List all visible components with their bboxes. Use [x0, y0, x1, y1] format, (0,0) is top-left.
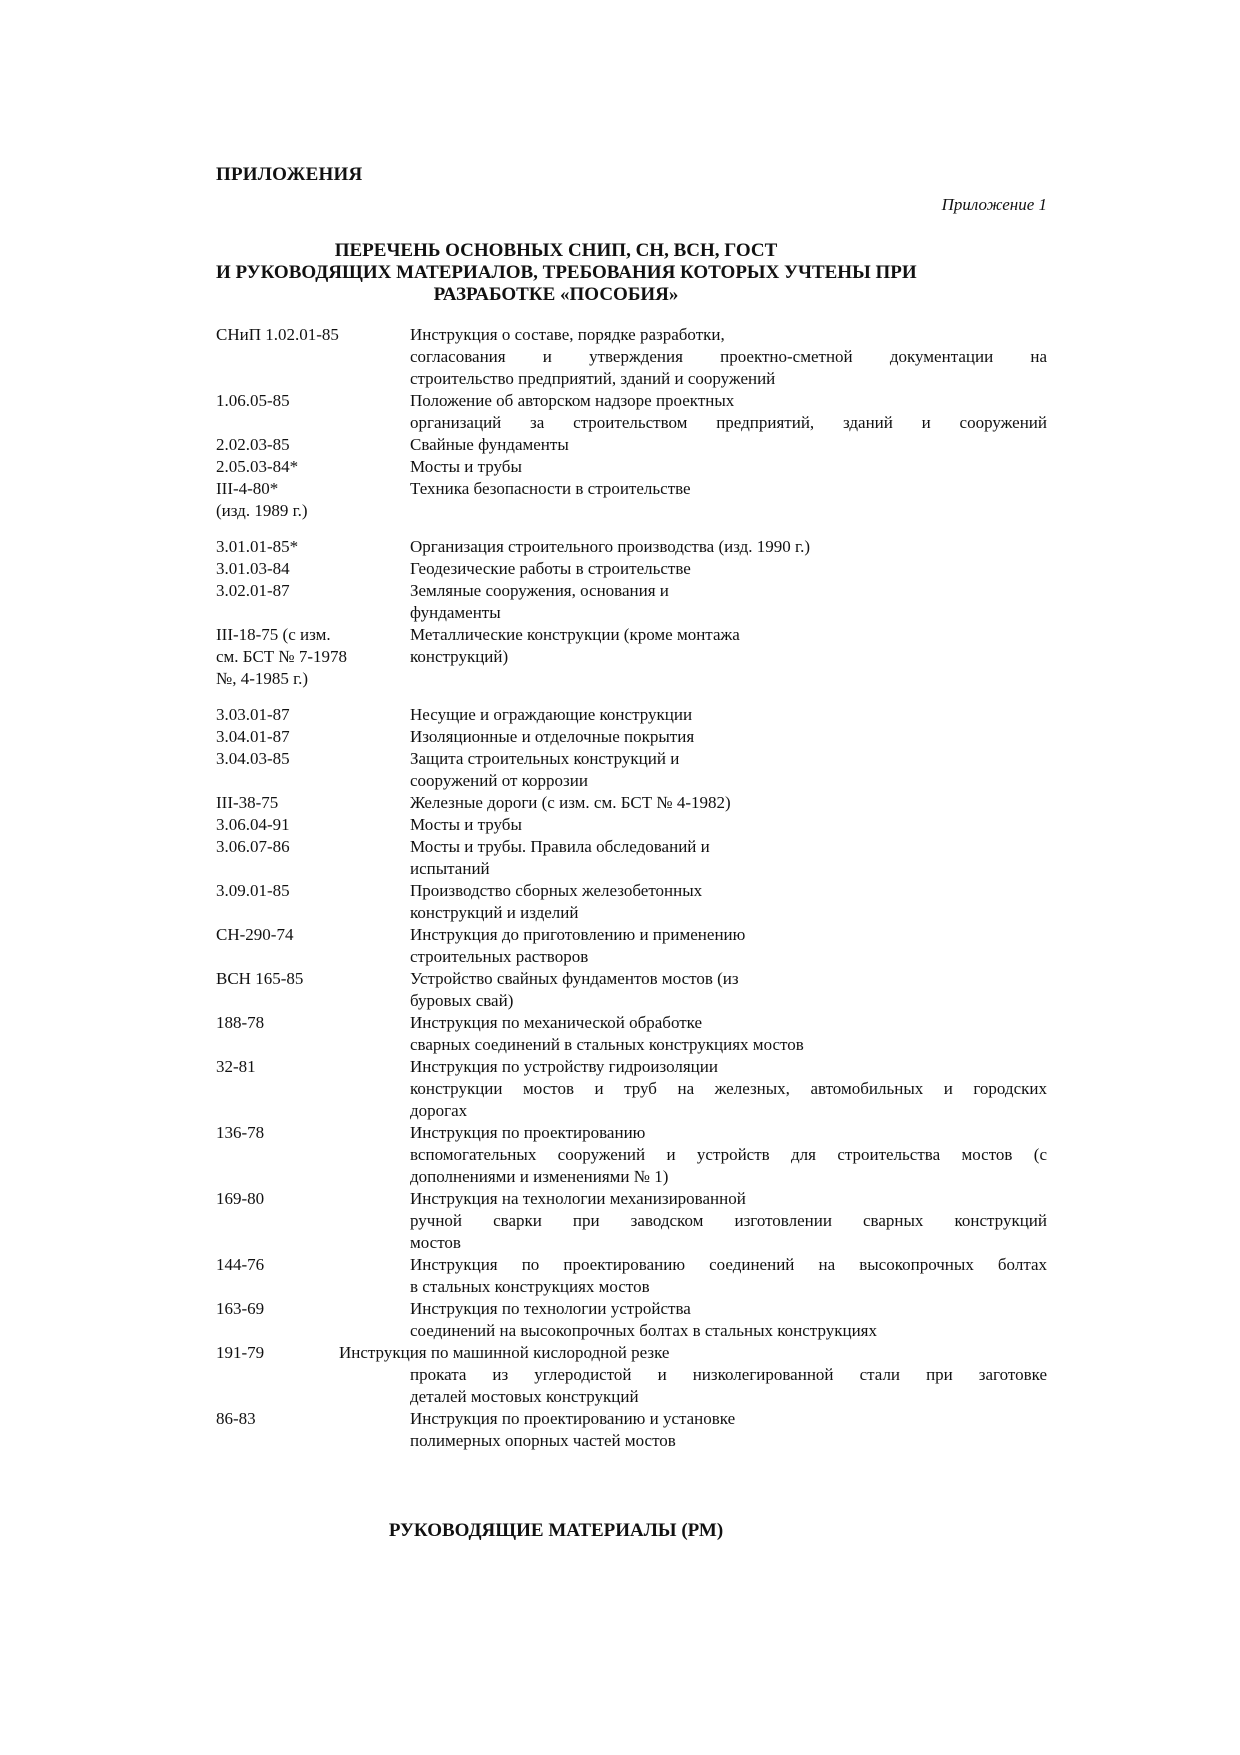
- entry-description-line: Инструкция на технологии механизированной: [410, 1189, 746, 1208]
- entry-description-line: Земляные сооружения, основания и: [410, 581, 669, 600]
- entries-list: [216, 324, 1047, 1452]
- entry-code-line: ВСН 165-85: [216, 969, 304, 988]
- entry-row: [216, 624, 1047, 690]
- entry-code: [216, 1056, 410, 1122]
- entry-row: [216, 1122, 1047, 1188]
- entry-description-line: Инструкция по проектированию: [410, 1123, 646, 1142]
- entry-code-line: 1.06.05-85: [216, 391, 290, 410]
- entry-code-line: 3.01.03-84: [216, 559, 290, 578]
- entry-code-line: 3.04.01-87: [216, 727, 290, 746]
- entry-description: [410, 1298, 1047, 1342]
- entry-description-line: дорогах: [410, 1101, 468, 1120]
- entry-description: [410, 748, 1047, 792]
- entry-description-line: Положение об авторском надзоре проектных: [410, 391, 735, 410]
- entry-code-line: III-18-75 (с изм.: [216, 625, 331, 644]
- entry-description: [410, 924, 1047, 968]
- entry-code: [216, 624, 410, 690]
- entry-description-line: Свайные фундаменты: [410, 435, 569, 454]
- entry-row: [216, 1254, 1047, 1298]
- entry-row: [216, 704, 1047, 726]
- entry-description-line: ручной сварки при заводском изготовлении сварных конструкций: [410, 1211, 1047, 1230]
- entry-code-line: 188-78: [216, 1013, 265, 1032]
- entry-code: [216, 792, 410, 814]
- entry-description-line: сварных соединений в стальных конструкциях мостов: [410, 1035, 804, 1054]
- entry-code-line: 3.03.01-87: [216, 705, 290, 724]
- entry-code-line: 32-81: [216, 1057, 256, 1076]
- entry-row: [216, 792, 1047, 814]
- entry-description-line: Организация строительного производства (изд. 1990 г.): [410, 537, 810, 556]
- entry-description: [410, 434, 1047, 456]
- list-title-line-1: ПЕРЕЧЕНЬ ОСНОВНЫХ СНИП, СН, ВСН, ГОСТ: [334, 240, 778, 261]
- entry-description-line: мостов: [410, 1233, 461, 1252]
- entry-code: [216, 558, 410, 580]
- entry-description: [410, 558, 1047, 580]
- appendices-heading: ПРИЛОЖЕНИЯ: [216, 164, 363, 185]
- entry-row: [216, 726, 1047, 748]
- entry-description-line: Мосты и трубы: [410, 457, 522, 476]
- entry-code: [216, 478, 410, 522]
- entry-description: [410, 880, 1047, 924]
- entry-description: [339, 1342, 1047, 1408]
- entry-row: [216, 456, 1047, 478]
- entry-description: [410, 726, 1047, 748]
- entry-description-line: строительных растворов: [410, 947, 589, 966]
- entry-code: [216, 704, 410, 726]
- entry-description: [410, 324, 1047, 390]
- entry-code-line: 86-83: [216, 1409, 256, 1428]
- entry-code-line: 3.02.01-87: [216, 581, 290, 600]
- entry-row: [216, 580, 1047, 624]
- entry-description-line: Инструкция до приготовлению и применению: [410, 925, 746, 944]
- entry-row: [216, 814, 1047, 836]
- entry-code-line: СНиП 1.02.01-85: [216, 325, 339, 344]
- entry-code-line: 163-69: [216, 1299, 265, 1318]
- entry-description-line: Мосты и трубы. Правила обследований и: [410, 837, 710, 856]
- entry-row: [216, 558, 1047, 580]
- annex-number: Приложение 1: [941, 195, 1047, 214]
- entry-description-line: Железные дороги (с изм. см. БСТ № 4-1982): [410, 793, 731, 812]
- entry-code: [216, 968, 410, 1012]
- entry-description: [410, 968, 1047, 1012]
- entry-description-line: испытаний: [410, 859, 490, 878]
- entry-code: [216, 924, 410, 968]
- entry-description-line: конструкций и изделий: [410, 903, 579, 922]
- entry-code-line: 3.04.03-85: [216, 749, 290, 768]
- entry-description-line: Инструкция по технологии устройства: [410, 1299, 691, 1318]
- entry-description: [410, 478, 1047, 522]
- entry-code-line: 3.06.07-86: [216, 837, 290, 856]
- guidance-heading: РУКОВОДЯЩИЕ МАТЕРИАЛЫ (РМ): [388, 1520, 724, 1541]
- entry-description-line: Инструкция по устройству гидроизоляции: [410, 1057, 718, 1076]
- entry-code: [216, 1188, 410, 1254]
- entry-code-line: 169-80: [216, 1189, 265, 1208]
- entry-description: [410, 456, 1047, 478]
- entry-code: [216, 390, 410, 434]
- entry-row: [216, 748, 1047, 792]
- entry-description: [410, 580, 1047, 624]
- entry-description-line: фундаменты: [410, 603, 501, 622]
- entry-code-line: №, 4-1985 г.): [216, 669, 309, 688]
- entry-row: [216, 836, 1047, 880]
- entry-description-line: Инструкция по проектированию и установке: [410, 1409, 736, 1428]
- entry-row: [216, 1342, 1047, 1408]
- entry-description-line: Несущие и ограждающие конструкции: [410, 705, 693, 724]
- entry-description-line: строительство предприятий, зданий и сооружений: [410, 369, 776, 388]
- entry-code: [216, 836, 410, 880]
- entry-row: [216, 324, 1047, 390]
- entry-description: [410, 536, 1047, 558]
- entry-description: [410, 792, 1047, 814]
- entry-code: [216, 814, 410, 836]
- entry-description: [410, 814, 1047, 836]
- entry-row: [216, 880, 1047, 924]
- entry-description-line: Инструкция о составе, порядке разработки,: [410, 325, 725, 344]
- entry-description-line: соединений на высокопрочных болтах в стальных конструкциях: [410, 1321, 877, 1340]
- entry-description-line: полимерных опорных частей мостов: [410, 1431, 676, 1450]
- entry-code: [216, 324, 410, 390]
- entry-description: [410, 1254, 1047, 1298]
- entry-row: [216, 968, 1047, 1012]
- entry-code: [216, 580, 410, 624]
- entry-row: [216, 924, 1047, 968]
- entry-row: [216, 478, 1047, 522]
- entry-code: [216, 880, 410, 924]
- entry-description-line: согласования и утверждения проектно-сметной документации на: [410, 347, 1047, 366]
- entry-description-line: организаций за строительством предприятий, зданий и сооружений: [410, 413, 1047, 432]
- entry-description-line: в стальных конструкциях мостов: [410, 1277, 650, 1296]
- entry-row: [216, 536, 1047, 558]
- entry-description-line: вспомогательных сооружений и устройств для строительства мостов (с: [410, 1145, 1047, 1164]
- entry-code: [216, 536, 410, 558]
- entry-code-line: 3.09.01-85: [216, 881, 290, 900]
- entry-description-line: проката из углеродистой и низколегированной стали при заготовке: [410, 1365, 1047, 1384]
- entry-row: [216, 1298, 1047, 1342]
- entry-row: [216, 390, 1047, 434]
- entry-description: [410, 1056, 1047, 1122]
- list-title: [216, 240, 917, 306]
- entry-code-line: СН-290-74: [216, 925, 294, 944]
- entry-row: [216, 1012, 1047, 1056]
- entry-code-line: 144-76: [216, 1255, 265, 1274]
- entry-code-line: III-38-75: [216, 793, 279, 812]
- entry-description-line: Защита строительных конструкций и: [410, 749, 680, 768]
- entry-row: [216, 1408, 1047, 1452]
- entry-description-line: Мосты и трубы: [410, 815, 522, 834]
- entry-code-line: 136-78: [216, 1123, 265, 1142]
- entry-code: [216, 1408, 410, 1452]
- entry-description: [410, 1122, 1047, 1188]
- entry-description: [410, 624, 1047, 690]
- entry-code-line: см. БСТ № 7-1978: [216, 647, 348, 666]
- entry-description-line: сооружений от коррозии: [410, 771, 588, 790]
- entry-code-line: 3.06.04-91: [216, 815, 290, 834]
- entry-description-line: Техника безопасности в строительстве: [410, 479, 691, 498]
- entry-description-line: конструкций): [410, 647, 509, 666]
- entry-description-line: деталей мостовых конструкций: [410, 1387, 639, 1406]
- entry-code-line: III-4-80*: [216, 479, 279, 498]
- entry-row: [216, 1188, 1047, 1254]
- list-title-line-3: РАЗРАБОТКЕ «ПОСОБИЯ»: [433, 284, 679, 305]
- entry-description-line: Инструкция по машинной кислородной резке: [339, 1343, 670, 1362]
- entry-description-line: конструкции мостов и труб на железных, автомобильных и городских: [410, 1079, 1047, 1098]
- entry-code-line: 3.01.01-85*: [216, 537, 299, 556]
- entry-description-line: буровых свай): [410, 991, 514, 1010]
- entry-code-line: 2.05.03-84*: [216, 457, 299, 476]
- entry-code: [216, 1254, 410, 1298]
- entry-description-line: Устройство свайных фундаментов мостов (из: [410, 969, 739, 988]
- entry-description: [410, 1188, 1047, 1254]
- entry-row: [216, 1056, 1047, 1122]
- entry-code-line: (изд. 1989 г.): [216, 501, 308, 520]
- entry-description-line: Производство сборных железобетонных: [410, 881, 703, 900]
- entry-description-line: дополнениями и изменениями № 1): [410, 1167, 669, 1186]
- entry-description: [410, 390, 1047, 434]
- entry-description-line: Металлические конструкции (кроме монтажа: [410, 625, 740, 644]
- entry-description: [410, 1408, 1047, 1452]
- entry-code: [216, 1122, 410, 1188]
- entry-description: [410, 704, 1047, 726]
- list-title-line-2: И РУКОВОДЯЩИХ МАТЕРИАЛОВ, ТРЕБОВАНИЯ КОТОРЫХ УЧТЕНЫ ПРИ: [216, 262, 917, 283]
- entry-code-line: 191-79: [216, 1343, 265, 1362]
- entry-description-line: Инструкция по механической обработке: [410, 1013, 703, 1032]
- entry-code: [216, 726, 410, 748]
- entry-description: [410, 836, 1047, 880]
- entry-description-line: Инструкция по проектированию соединений на высокопрочных болтах: [410, 1255, 1047, 1274]
- entry-code-line: 2.02.03-85: [216, 435, 290, 454]
- entry-description-line: Изоляционные и отделочные покрытия: [410, 727, 695, 746]
- entry-code: [216, 748, 410, 792]
- entry-code: [216, 434, 410, 456]
- entry-code: [216, 1012, 410, 1056]
- entry-code: [216, 456, 410, 478]
- entry-description: [410, 1012, 1047, 1056]
- entry-row: [216, 434, 1047, 456]
- entry-description-line: Геодезические работы в строительстве: [410, 559, 691, 578]
- entry-code: [216, 1298, 410, 1342]
